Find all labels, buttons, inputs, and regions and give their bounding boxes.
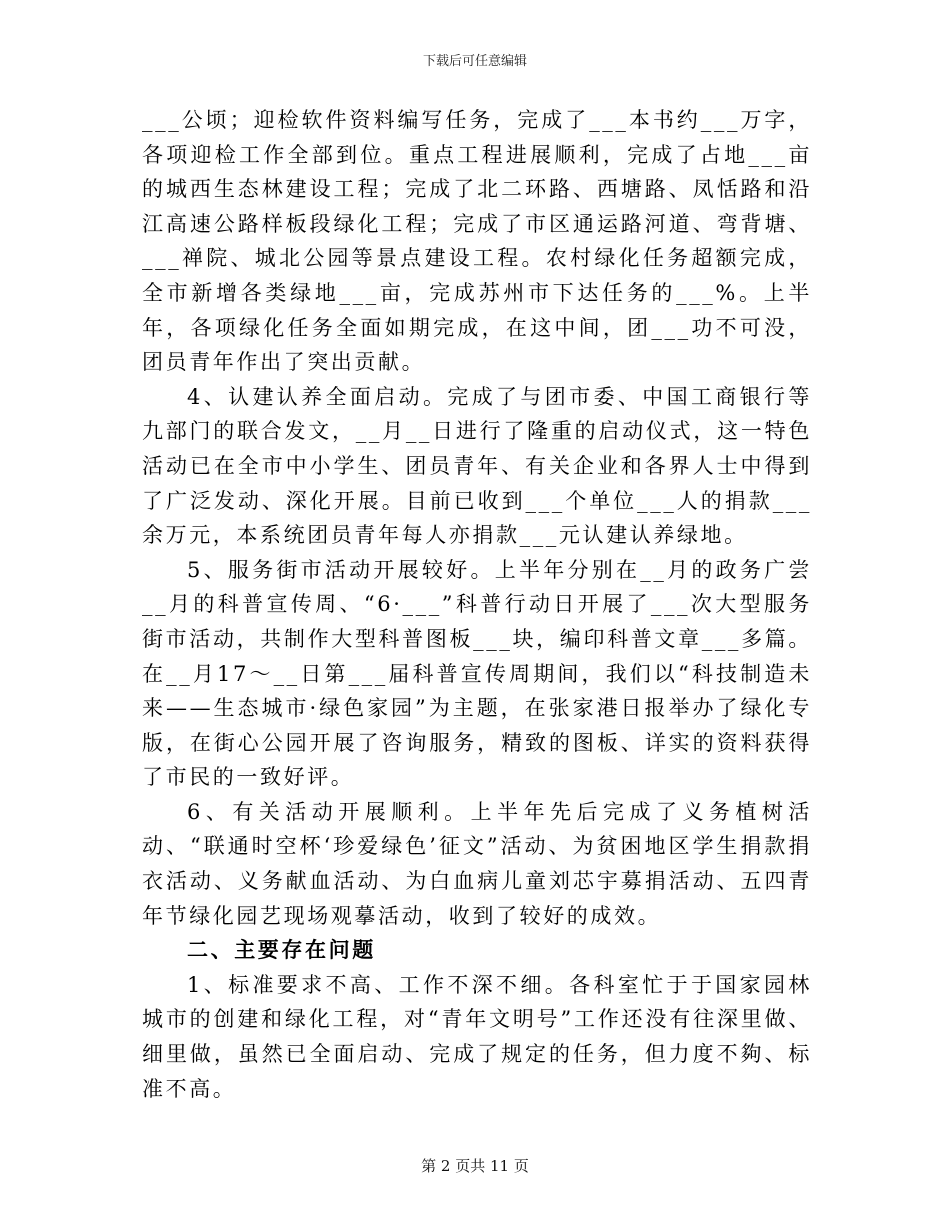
section-heading: 二、主要存在问题 [187,937,376,963]
paragraph-item-6: 6、有关活动开展顺利。上半年先后完成了义务植树活动、“联通时空杯‘珍爱绿色’征文”活动、为贫困地区学生捐款捐衣活动、义务献血活动、为白血病儿童刘芯宇募捐活动、五四青年节绿化园艺现场观摹活动，收到了较好的成效。 [142,799,812,928]
paragraph-item-4: 4、认建认养全面启动。完成了与团市委、中国工商银行等九部门的联合发文，__月__日进行了隆重的启动仪式，这一特色活动已在全市中小学生、团员青年、有关企业和各界人士中得到了广泛发动、深化开展。目前已收到___个单位___人的捐款___余万元，本系统团员青年每人亦捐款___元认建认养绿地。 [142,384,812,548]
paragraph-issue-1: 1、标准要求不高、工作不深不细。各科室忙于于国家园林城市的创建和绿化工程，对“青年文明号”工作还没有往深里做、细里做，虽然已全面启动、完成了规定的任务，但力度不夠、标准不高。 [142,972,812,1101]
document-body [142,103,812,1106]
page-header: 下载后可任意编辑 [422,54,527,69]
page-number: 第 2 页共 11 页 [421,1157,529,1175]
paragraph-continued: ___公顷；迎检软件资料编写任务，完成了___本书约___万字，各项迎检工作全部到位。重点工程进展顺利，完成了占地___亩的城西生态林建设工程；完成了北二环路、西塘路、凤恬路和沿江高速公路样板段绿化工程；完成了市区通运路河道、弯背塘、___禅院、城北公园等景点建设工程。农村绿化任务超额完成，全市新增各类绿地___亩，完成苏州市下达任务的___%。上半年，各项绿化任务全面如期完成，在这中间，团___功不可没，团员青年作出了突出贡献。 [142,108,812,375]
paragraph-item-5: 5、服务街市活动开展较好。上半年分别在__月的政务广尝__月的科普宣传周、“6·___”科普行动日开展了___次大型服务街市活动，共制作大型科普图板___块，编印科普文章___多篇。在__月17～__日第___届科普宣传周期间，我们以“科技制造未来——生态城市·绿色家园”为主题，在张家港日报举办了绿化专版，在街心公园开展了咨询服务，精致的图板、详实的资料获得了市民的一致好评。 [142,557,812,790]
